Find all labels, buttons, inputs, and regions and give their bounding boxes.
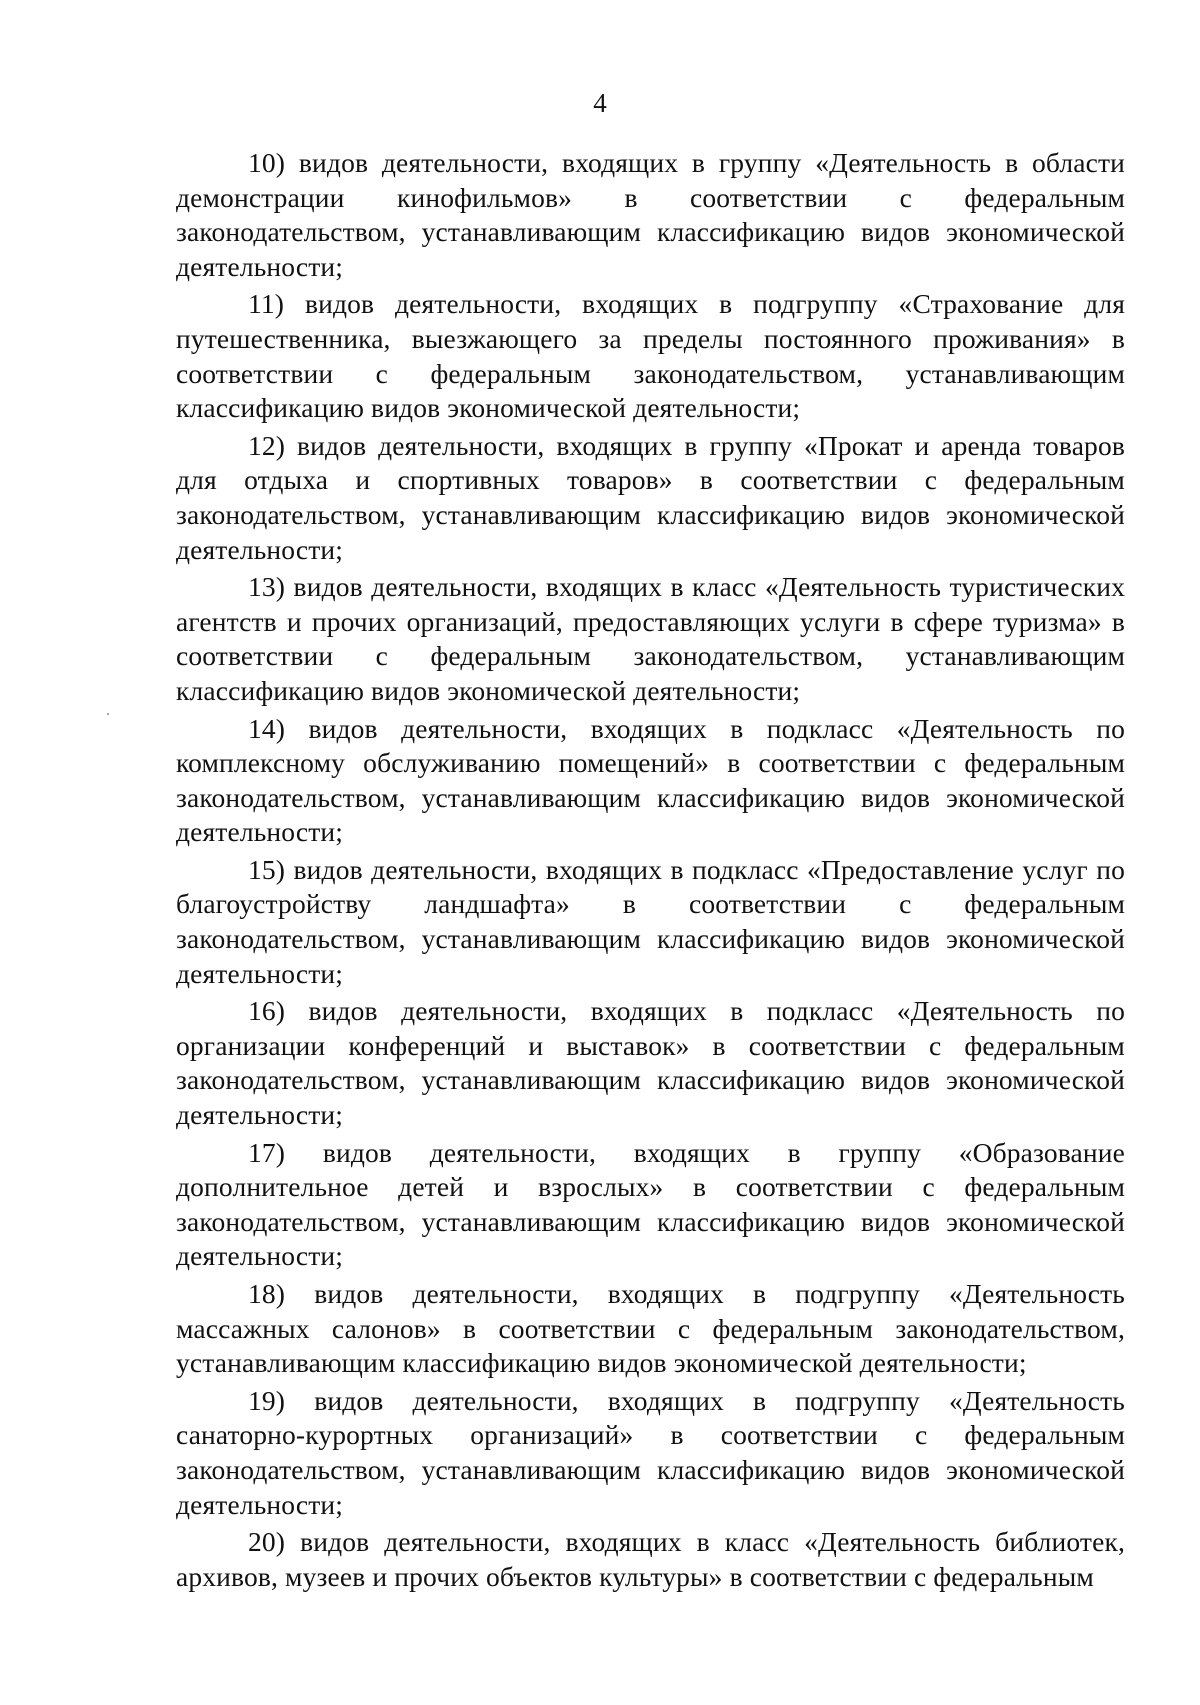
document-body [176, 146, 1125, 1597]
page-number: 4 [593, 88, 607, 118]
list-item-14: 14) видов деятельности, входящих в подкласс «Деятельность по комплексному обслуживанию помещений» в соответствии с федеральным законодательством, устанавливающим классификацию видов экономической деятельности; [176, 712, 1125, 848]
list-item-17: 17) видов деятельности, входящих в группу «Образование дополнительное детей и взрослых» в соответствии с федеральным законодательством, устанавливающим классификацию видов экономической деятельности; [176, 1136, 1125, 1272]
list-item-13: 13) видов деятельности, входящих в класс «Деятельность туристических агентств и прочих организаций, предоставляющих услуги в сфере туризма» в соответствии с федеральным законодательством, устанавливающим классификацию видов экономической деятельности; [176, 571, 1125, 706]
list-item-10: 10) видов деятельности, входящих в группу «Деятельность в области демонстрации кинофильмов» в соответствии с федеральным законодательством, устанавливающим классификацию видов экономической деятельности; [176, 147, 1125, 282]
list-item-16: 16) видов деятельности, входящих в подкласс «Деятельность по организации конференций и выставок» в соответствии с федеральным законодательством, устанавливающим классификацию видов экономической деятельности; [176, 995, 1125, 1131]
list-item-18: 18) видов деятельности, входящих в подгруппу «Деятельность массажных салонов» в соответствии с федеральным законодательством, устанавливающим классификацию видов экономической деятельности; [176, 1278, 1125, 1379]
list-item-20: 20) видов деятельности, входящих в класс «Деятельность библиотек, архивов, музеев и прочих объектов культуры» в соответствии с федеральным [176, 1526, 1125, 1592]
list-item-15: 15) видов деятельности, входящих в подкласс «Предоставление услуг по благоустройству ландшафта» в соответствии с федеральным законодательством, устанавливающим классификацию видов экономической деятельности; [176, 853, 1125, 989]
list-item-11: 11) видов деятельности, входящих в подгруппу «Страхование для путешественника, выезжающего за пределы постоянного проживания» в соответствии с федеральным законодательством, устанавливающим классификацию видов экономической деятельности; [176, 288, 1125, 424]
list-item-12: 12) видов деятельности, входящих в группу «Прокат и аренда товаров для отдыха и спортивных товаров» в соответствии с федеральным законодательством, устанавливающим классификацию видов экономической деятельности; [176, 429, 1125, 565]
scan-speck [107, 713, 109, 715]
list-item-19: 19) видов деятельности, входящих в подгруппу «Деятельность санаторно-курортных организаций» в соответствии с федеральным законодательством, устанавливающим классификацию видов экономической деятельности; [176, 1384, 1125, 1520]
